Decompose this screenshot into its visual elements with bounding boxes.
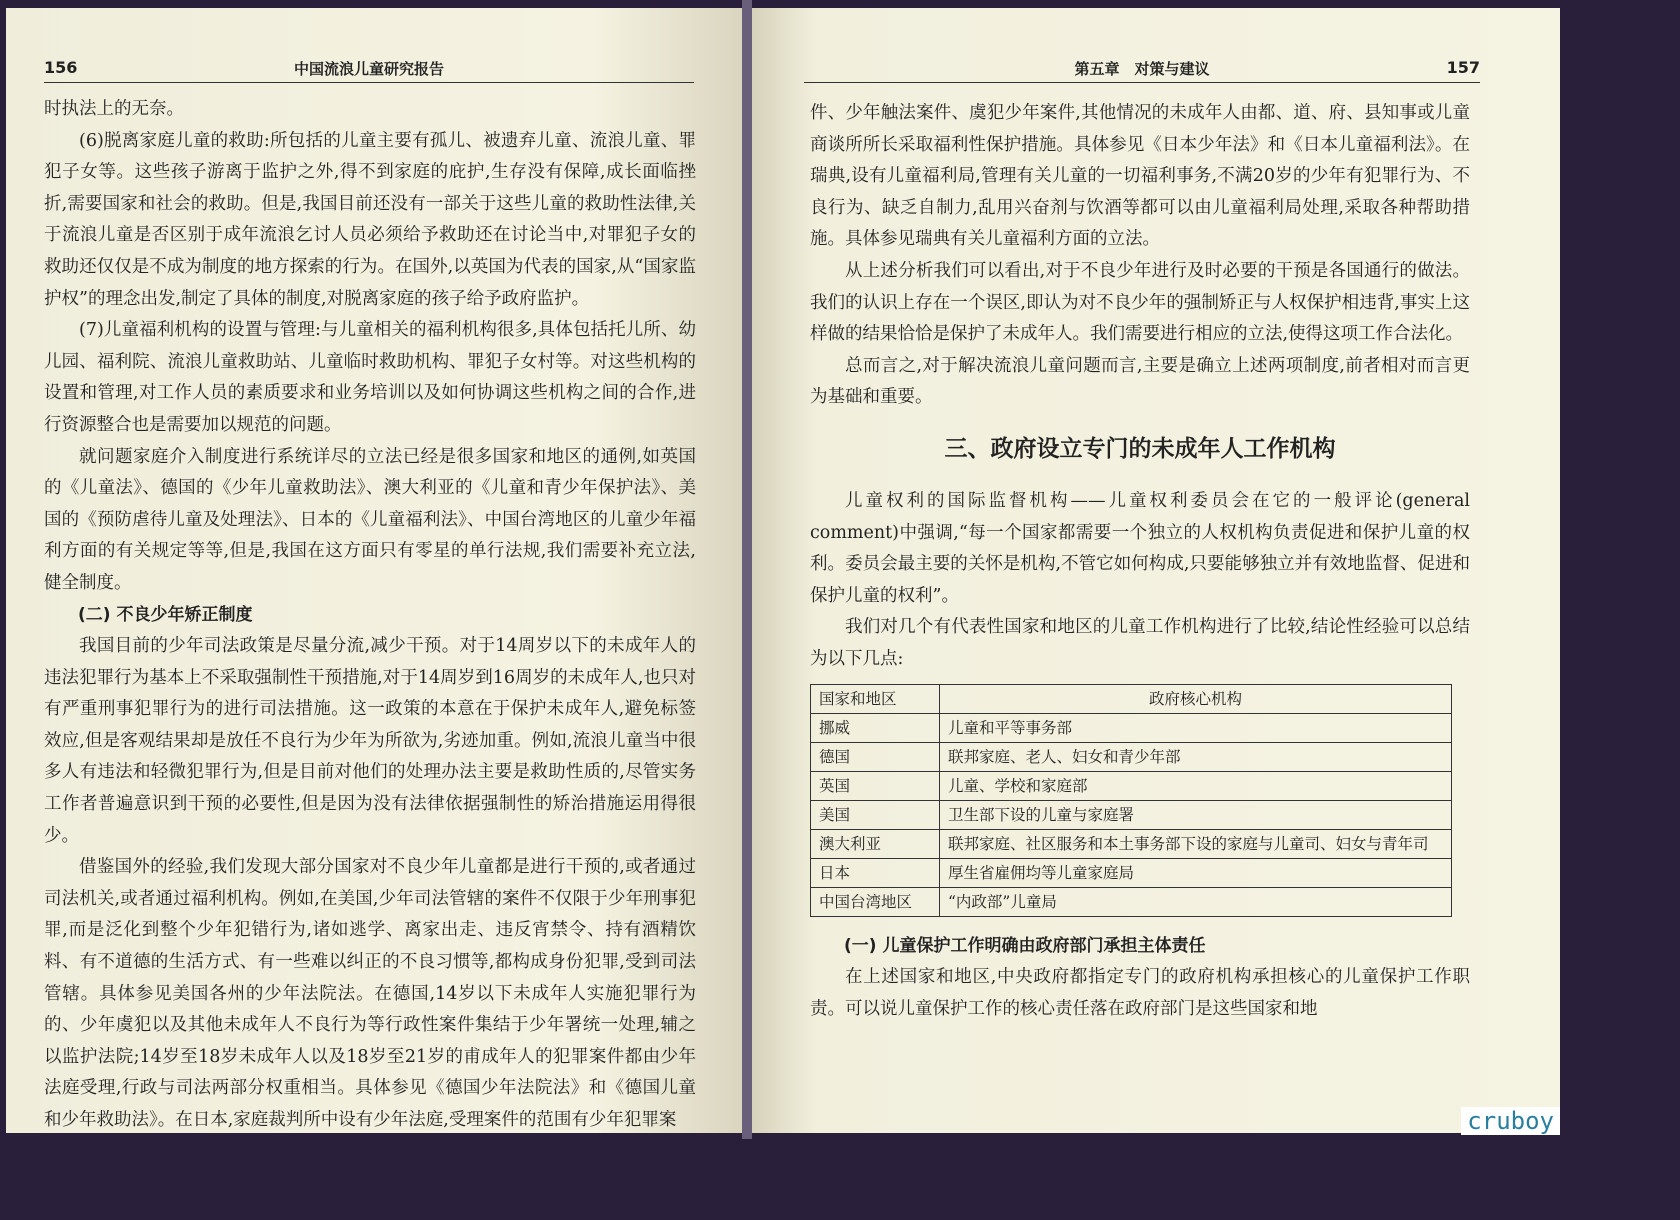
- table-cell: 澳大利亚: [811, 829, 940, 858]
- table-header-cell: 政府核心机构: [940, 684, 1452, 713]
- running-title: 第五章 对策与建议: [1074, 60, 1210, 78]
- right-page-body: [810, 98, 1470, 1025]
- table-cell: 中国台湾地区: [811, 887, 940, 916]
- table-cell: 联邦家庭、老人、妇女和青少年部: [940, 742, 1452, 771]
- agency-table: [810, 684, 1452, 917]
- table-row: [811, 800, 1452, 829]
- table-cell: “内政部”儿童局: [940, 887, 1452, 916]
- paragraph: 总而言之,对于解决流浪儿童问题而言,主要是确立上述两项制度,前者相对而言更为基础和重要。: [810, 355, 1470, 408]
- table-row: [811, 887, 1452, 916]
- paragraph: 我们对几个有代表性国家和地区的儿童工作机构进行了比较,结论性经验可以总结为以下几点:: [810, 617, 1470, 669]
- page-number: 157: [1446, 58, 1480, 77]
- book-gutter: [742, 0, 752, 1139]
- paragraph: 从上述分析我们可以看出,对于不良少年进行及时必要的干预是各国通行的做法。我们的认识上存在一个误区,即认为对不良少年的强制矫正与人权保护相违背,事实上这样做的结果恰恰是保护了未成年人。我们需要进行相应的立法,使得这项工作合法化。: [810, 260, 1470, 345]
- table-row: [811, 771, 1452, 800]
- table-cell: 德国: [811, 742, 940, 771]
- table-cell: 美国: [811, 800, 940, 829]
- paragraph: (7)儿童福利机构的设置与管理:与儿童相关的福利机构很多,具体包括托儿所、幼儿园、福利院、流浪儿童救助站、儿童临时救助机构、罪犯子女村等。对这些机构的设置和管理,对工作人员的素质要求和业务培训以及如何协调这些机构之间的合作,进行资源整合也是需要加以规范的问题。: [44, 320, 696, 435]
- table-row: [811, 713, 1452, 742]
- paragraph: 就问题家庭介入制度进行系统详尽的立法已经是很多国家和地区的通例,如英国的《儿童法》、德国的《少年儿童救助法》、澳大利亚的《儿童和青少年保护法》、美国的《预防虐待儿童及处理法》、日本的《儿童福利法》、中国台湾地区的儿童少年福利方面的有关规定等等,但是,我国在这方面只有零星的单行法规,我们需要补充立法,健全制度。: [44, 446, 696, 593]
- watermark: cruboy: [1461, 1107, 1560, 1135]
- paragraph: 时执法上的无奈。: [44, 99, 184, 119]
- table-cell: 联邦家庭、社区服务和本土事务部下设的家庭与儿童司、妇女与青年司: [940, 829, 1452, 858]
- paragraph: 我国目前的少年司法政策是尽量分流,减少干预。对于14周岁以下的未成年人的违法犯罪行为基本上不采取强制性干预措施,对于14周岁到16周岁的未成年人,也只对有严重刑事犯罪行为的进行司法措施。这一政策的本意在于保护未成年人,避免标签效应,但是客观结果却是放任不良行为少年为所欲为,劣迹加重。例如,流浪儿童当中很多人有违法和轻微犯罪行为,但是目前对他们的处理办法主要是救助性质的,尽管实务工作者普遍意识到干预的必要性,但是因为没有法律依据强制性的矫治措施运用得很少。: [44, 636, 696, 846]
- table-header-cell: 国家和地区: [811, 684, 940, 713]
- page-number: 156: [44, 58, 78, 77]
- table-cell: 儿童、学校和家庭部: [940, 771, 1452, 800]
- table-cell: 英国: [811, 771, 940, 800]
- paragraph: 借鉴国外的经验,我们发现大部分国家对不良少年儿童都是进行干预的,或者通过司法机关,或者通过福利机构。例如,在美国,少年司法管辖的案件不仅限于少年刑事犯罪,而是泛化到整个少年犯错行为,诸如逃学、离家出走、违反宵禁令、持有酒精饮料、有不道德的生活方式、有一些难以纠正的不良习惯等,都构成身份犯罪,受到司法管辖。具体参见美国各州的少年法院法。在德国,14岁以下未成年人实施犯罪行为的、少年虞犯以及其他未成年人不良行为等行政性案件集结于少年署统一处理,辅之以监护法院;14岁至18岁未成年人以及18岁至21岁的甫成年人的犯罪案件都由少年法庭受理,行政与司法两部分权重相当。具体参见《德国少年法院法》和《德国儿童和少年救助法》。在日本,家庭裁判所中设有少年法庭,受理案件的范围有少年犯罪案: [44, 857, 696, 1130]
- running-title: 中国流浪儿童研究报告: [293, 60, 444, 78]
- paragraph: (6)脱离家庭儿童的救助:所包括的儿童主要有孤儿、被遗弃儿童、流浪儿童、罪犯子女等。这些孩子游离于监护之外,得不到家庭的庇护,生存没有保障,成长面临挫折,需要国家和社会的救助。但是,我国目前还没有一部关于这些儿童的救助性法律,关于流浪儿童是否区别于成年流浪乞讨人员必须给予救助还在讨论当中,对罪犯子女的救助还仅仅是不成为制度的地方探索的行为。在国外,以英国为代表的国家,从“国家监护权”的理念出发,制定了具体的制度,对脱离家庭的孩子给予政府监护。: [44, 130, 696, 309]
- right-page: [752, 8, 1560, 1133]
- left-page-body: [44, 94, 696, 1137]
- right-page-header: [804, 50, 1480, 83]
- table-cell: 日本: [811, 858, 940, 887]
- table-cell: 厚生省雇佣均等儿童家庭局: [940, 858, 1452, 887]
- paragraph: 儿童权利的国际监督机构——儿童权利委员会在它的一般评论(general comment)中强调,“每一个国家都需要一个独立的人权机构负责促进和保护儿童的权利。委员会最主要的关怀是机构,不管它如何构成,只要能够独立并有效地监督、促进和保护儿童的权利”。: [810, 490, 1470, 606]
- subsection-heading: (一) 儿童保护工作明确由政府部门承担主体责任: [844, 935, 1206, 956]
- table-row: [811, 858, 1452, 887]
- table-cell: 儿童和平等事务部: [940, 713, 1452, 742]
- table-cell: 卫生部下设的儿童与家庭署: [940, 800, 1452, 829]
- table-cell: 挪威: [811, 713, 940, 742]
- left-page-header: [44, 50, 694, 83]
- paragraph: 件、少年触法案件、虞犯少年案件,其他情况的未成年人由都、道、府、县知事或儿童商谈所所长采取福利性保护措施。具体参见《日本少年法》和《日本儿童福利法》。在瑞典,设有儿童福利局,管理有关儿童的一切福利事务,不满20岁的少年有犯罪行为、不良行为、缺乏自制力,乱用兴奋剂与饮酒等都可以由儿童福利局处理,采取各种帮助措施。具体参见瑞典有关儿童福利方面的立法。: [810, 103, 1470, 250]
- paragraph: 在上述国家和地区,中央政府都指定专门的政府机构承担核心的儿童保护工作职责。可以说儿童保护工作的核心责任落在政府部门是这些国家和地: [810, 967, 1470, 1019]
- table-header-row: [811, 684, 1452, 713]
- section-heading: (二) 不良少年矫正制度: [78, 604, 253, 625]
- table-row: [811, 829, 1452, 858]
- left-page: [6, 8, 742, 1133]
- table-row: [811, 742, 1452, 771]
- chapter-section-heading: 三、政府设立专门的未成年人工作机构: [944, 435, 1336, 462]
